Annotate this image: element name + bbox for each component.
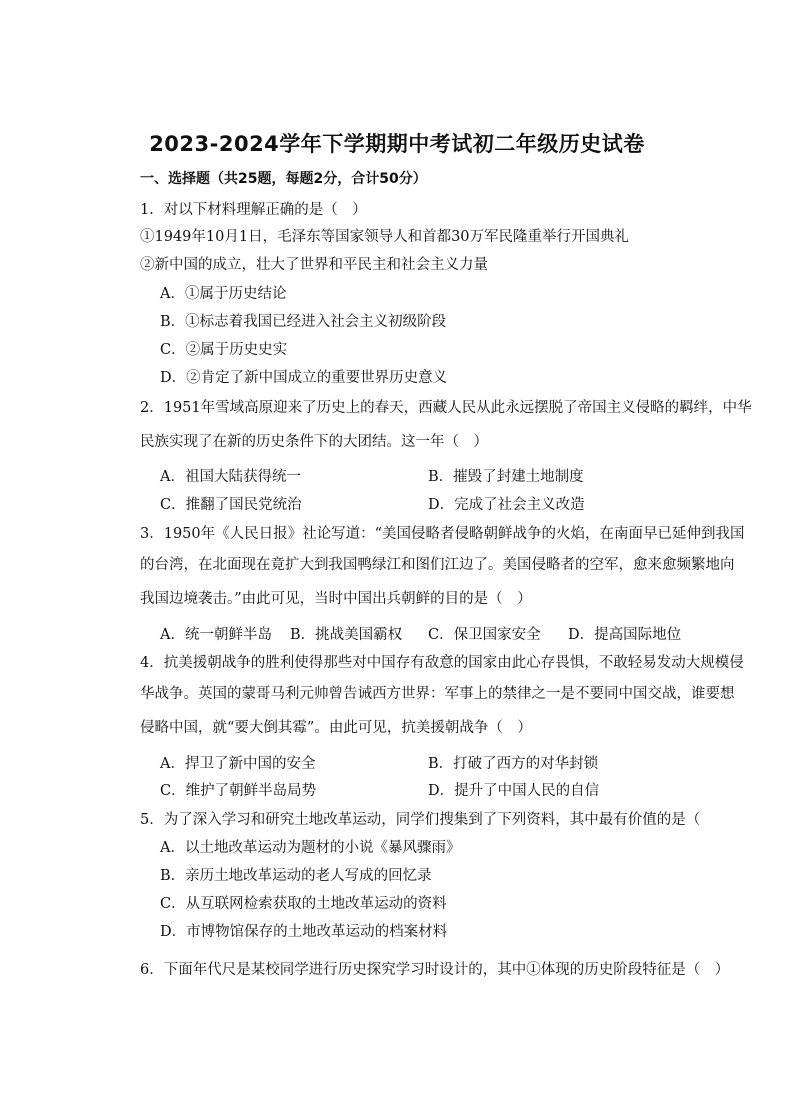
question-5-option-c: C．从互联网检索获取的土地改革运动的资料	[160, 896, 447, 912]
question-5-option-b: B．亲历土地改革运动的老人写成的回忆录	[160, 868, 432, 884]
question-3-option-c: C．保卫国家安全	[428, 627, 541, 643]
question-4-option-b: B．打破了西方的对华封锁	[428, 756, 599, 772]
question-3-stem-line-3: 我国边境袭击。”由此可见，当时中国出兵朝鲜的目的是（ ）	[140, 591, 532, 607]
question-2-option-b: B．摧毁了封建土地制度	[428, 469, 584, 485]
question-3-stem-line-2: 的台湾，在北面现在竟扩大到我国鸭绿江和图们江边了。美国侵略者的空军，愈来愈频繁地向	[140, 557, 735, 573]
question-5-option-d: D．市博物馆保存的土地改革运动的档案材料	[160, 924, 448, 940]
question-1-material-1: ①1949年10月1日，毛泽东等国家领导人和首都30万军民隆重举行开国典礼	[140, 229, 630, 245]
question-1-material-2: ②新中国的成立，壮大了世界和平民主和社会主义力量	[140, 257, 488, 273]
question-4-option-c: C．维护了朝鲜半岛局势	[160, 783, 317, 799]
question-3-option-d: D．提高国际地位	[568, 627, 682, 643]
question-4-stem-line-2: 华战争。英国的蒙哥马利元帅曾告诫西方世界：军事上的禁律之一是不要同中国交战，谁要想	[140, 686, 735, 702]
question-3-option-a: A．统一朝鲜半岛	[160, 627, 272, 643]
question-1-option-b: B．①标志着我国已经进入社会主义初级阶段	[160, 314, 447, 330]
question-2-option-c: C．推翻了国民党统治	[160, 497, 302, 513]
question-4-stem-line-1: 4．抗美援朝战争的胜利使得那些对中国存有敌意的国家由此心存畏惧，不敢轻易发动大规模侵	[140, 655, 744, 671]
question-2-option-d: D．完成了社会主义改造	[428, 497, 585, 513]
question-2-stem-line-1: 2．1951年雪域高原迎来了历史上的春天，西藏人民从此永远摆脱了帝国主义侵略的羁绊，中华	[140, 400, 752, 416]
question-1-option-c: C．②属于历史史实	[160, 342, 288, 358]
question-1-option-a: A．①属于历史结论	[160, 286, 287, 302]
question-2-stem-line-2: 民族实现了在新的历史条件下的大团结。这一年（ ）	[140, 434, 488, 450]
question-3-option-b: B．挑战美国霸权	[290, 627, 403, 643]
section-heading: 一、选择题（共25题，每题2分，合计50分）	[140, 171, 427, 187]
question-5-option-a: A．以土地改革运动为题材的小说《暴风骤雨》	[160, 840, 461, 856]
question-1-stem: 1．对以下材料理解正确的是（ ）	[140, 202, 367, 218]
question-4-stem-line-3: 侵略中国，就“要大倒其霉”。由此可见，抗美援朝战争（ ）	[140, 720, 532, 736]
question-4-option-a: A．捍卫了新中国的安全	[160, 756, 316, 772]
page-title: 2023-2024学年下学期期中考试初二年级历史试卷	[149, 132, 645, 156]
question-2-option-a: A．祖国大陆获得统一	[160, 469, 301, 485]
question-4-option-d: D．提升了中国人民的自信	[428, 783, 600, 799]
question-6-stem: 6．下面年代尺是某校同学进行历史探究学习时设计的，其中①体现的历史阶段特征是（ ）	[140, 962, 730, 978]
question-5-stem: 5．为了深入学习和研究土地改革运动，同学们搜集到了下列资料，其中最有价值的是（	[140, 812, 701, 828]
question-3-stem-line-1: 3．1950年《人民日报》社论写道：“美国侵略者侵略朝鲜战争的火焰，在南面早已延伸到我国	[140, 526, 745, 542]
question-1-option-d: D．②肯定了新中国成立的重要世界历史意义	[160, 370, 448, 386]
